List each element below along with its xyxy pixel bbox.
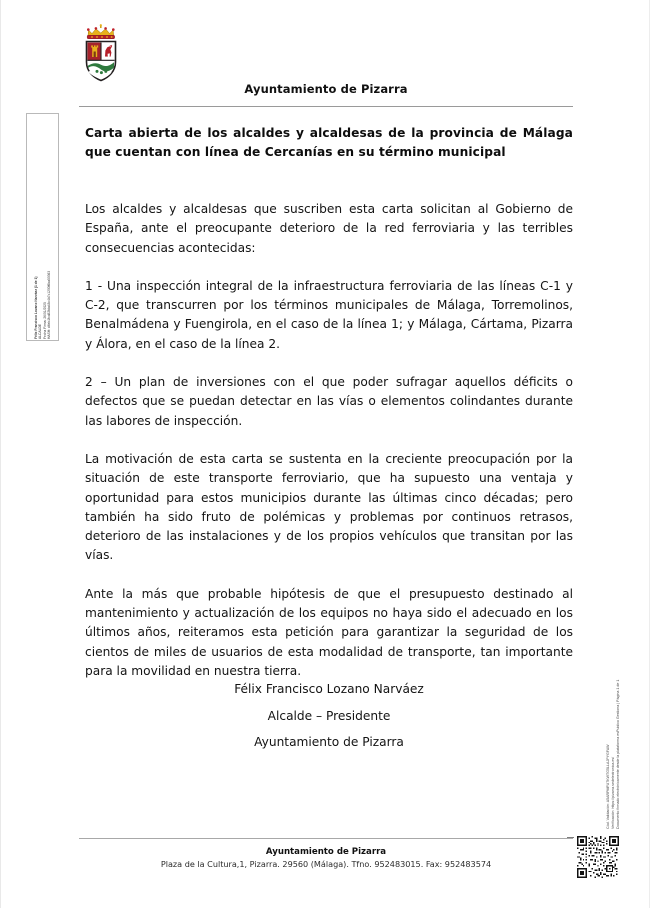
stamp-signer-role: ALCALDE <box>38 323 43 339</box>
validation-code: Cód. Validación: A5ARPMFU7KWTG5LLAJPYGFAW <box>606 744 611 829</box>
paragraph-2: 1 - Una inspección integral de la infraestructura ferroviaria de las líneas C-1 y C-2, que transcurren por los términos municipales de Málaga, Torremolinos, Benalmádena y Fuengirola, en el caso de la línea 1; y Málaga, Cártama, Pizarra y Álora, en el caso de la línea 2. <box>85 278 573 351</box>
signer-organization: Ayuntamiento de Pizarra <box>254 735 404 749</box>
footer-divider <box>79 838 573 839</box>
footer-address: Plaza de la Cultura,1, Pizarra. 29560 (Málaga). Tfno. 952483015. Fax: 952483574 <box>160 859 492 869</box>
signature-block <box>85 676 573 756</box>
header-divider <box>79 106 573 107</box>
signer-name: Félix Francisco Lozano Narváez <box>234 682 424 696</box>
paragraph-4: La motivación de esta carta se sustenta en la creciente preocupación por la situación de este transporte ferroviario, que ha supuesto una ventaja y oportunidad para estos municipios durante las últimas cinco décadas; pero también ha sido fruto de polémicas y problemas por continuos retrasos, deterioro de las instalaciones y de los propios vehículos que transitan por las vías. <box>85 451 573 563</box>
paragraph-3: 2 – Un plan de inversiones con el que poder sufragar aquellos déficits o defectos que se puedan detectar en las vías o elementos colindantes durante las labores de inspección. <box>85 375 573 428</box>
paragraph-1: Los alcaldes y alcaldesas que suscriben esta carta solicitan al Gobierno de España, ante el preocupante deterioro de la red ferroviaria y las terribles consecuencias acontecidas: <box>85 202 573 255</box>
coat-of-arms-pizarra <box>79 24 123 82</box>
footer-organization: Ayuntamiento de Pizarra <box>265 847 387 857</box>
letter-body <box>85 124 573 681</box>
letter-title: Carta abierta de los alcaldes y alcaldesas de la provincia de Málaga que cuentan con línea de Cercanías en su término municipal <box>85 126 573 159</box>
document-footer <box>79 846 573 870</box>
document-header <box>79 82 573 96</box>
stamp-hash: HASH: d6eb1fcd82fda48c4b7c1200f6ba50363 <box>46 270 51 339</box>
validation-url: Verificación: https://pizarra.sedelectronica.es/ <box>611 756 616 829</box>
paragraph-5: Ante la más que probable hipótesis de que el presupuesto destinado al mantenimiento y actualización de los equipos no haya sido el adecuado en los últimos años, reiteramos esta petición para garantizar la seguridad de los cientos de miles de usuarios de esta modalidad de transporte, tan importante para la movilidad en nuestra tierra. <box>85 586 573 678</box>
stamp-sign-date: Fecha Firma: 26/01/2025 <box>42 302 47 339</box>
digital-signature-stamp <box>26 113 59 341</box>
validation-sidebar <box>601 548 627 830</box>
validation-platform-note: Documento firmado electrónicamente desde la plataforma esPublico Gestiona | Página 1 de 1 <box>616 679 621 829</box>
stamp-signer-name: Félix Francisco Lozano Narváez (1 de 1) <box>33 276 38 339</box>
qr-leader-dash <box>567 837 574 838</box>
header-organization: Ayuntamiento de Pizarra <box>244 82 408 96</box>
qr-code <box>577 836 619 878</box>
signer-role: Alcalde – Presidente <box>267 708 391 723</box>
